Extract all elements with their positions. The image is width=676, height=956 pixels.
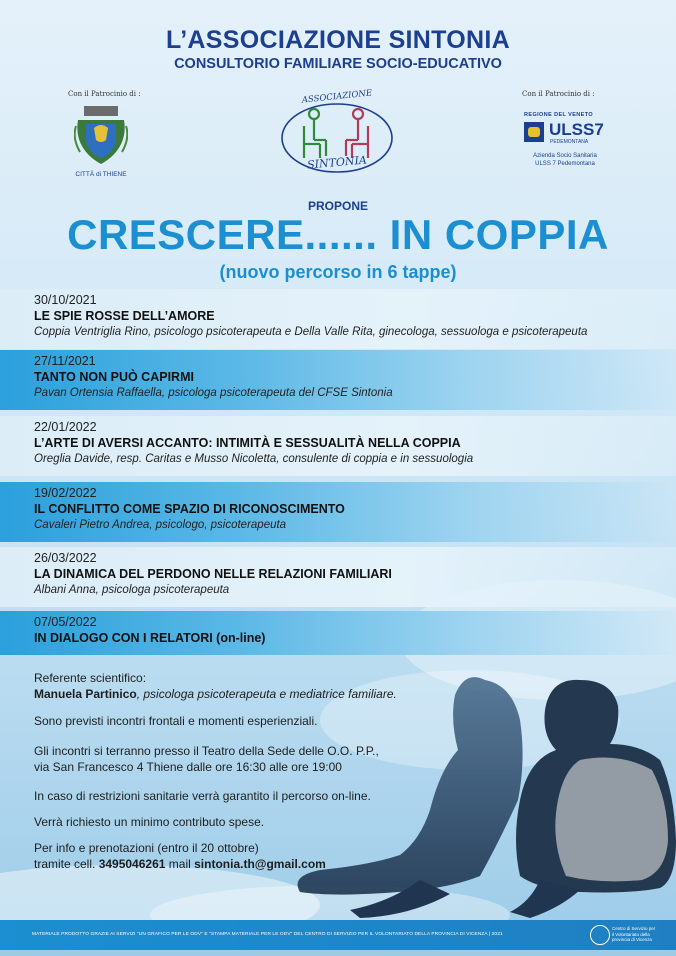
footer-text: MATERIALE PRODOTTO GRAZIE AI SERVIZI "UN GRAFICO PER LE ODV" E "STAMPA MATERIALE PER LE ODV" DEL CENTRO DI SERVIZIO PER IL VOLONTARIATO DELLA PROVINCIA DI VICENZA | 2021 xyxy=(32,932,503,937)
right-patron-name-line1: Azienda Socio Sanitaria xyxy=(533,153,597,159)
left-patron-label: Con il Patrocinio di : xyxy=(68,90,141,98)
event-topic: L’ARTE DI AVERSI ACCANTO: INTIMITÀ E SESSUALITÀ NELLA COPPIA xyxy=(34,436,461,450)
event-speakers: Pavan Ortensia Raffaella, psicologa psicoterapeuta del CFSE Sintonia xyxy=(34,387,393,399)
info-location-line1: Gli incontri si terranno presso il Teatro della Sede delle O.O. P.P., xyxy=(34,744,379,758)
event-subtitle: (nuovo percorso in 6 tappe) xyxy=(219,262,457,282)
event-topic: IL CONFLITTO COME SPAZIO DI RICONOSCIMENTO xyxy=(34,502,345,516)
couple-silhouette-image xyxy=(280,640,676,920)
info-booking-line1: Per info e prenotazioni (entro il 20 ottobre) xyxy=(34,841,259,855)
event-item xyxy=(0,289,676,349)
event-speakers: Albani Anna, psicologa psicoterapeuta xyxy=(34,584,230,596)
logo-bottom-text: SINTONIA xyxy=(306,153,368,172)
event-item xyxy=(0,482,676,542)
info-paragraph-1: Sono previsti incontri frontali e momenti esperienziali. xyxy=(34,714,318,728)
event-item xyxy=(0,547,676,607)
sintonia-logo xyxy=(274,86,400,182)
right-patron-region: REGIONE DEL VENETO xyxy=(524,112,594,118)
right-patron-logo-sub: PEDEMONTANA xyxy=(550,139,589,145)
contact-prefix: tramite cell. xyxy=(34,857,99,871)
contact-email[interactable]: sintonia.th@gmail.com xyxy=(194,857,326,871)
thiene-coat-of-arms-icon xyxy=(74,106,128,168)
event-speakers: Oreglia Davide, resp. Caritas e Musso Nicoletta, consulente di coppia e in sessuologia xyxy=(34,453,474,465)
event-date: 22/01/2022 xyxy=(34,420,97,434)
event-date: 27/11/2021 xyxy=(34,354,96,368)
logo-top-text: ASSOCIAZIONE xyxy=(301,88,373,106)
contact-mail-label: mail xyxy=(165,857,195,871)
referent-line xyxy=(34,687,397,702)
info-contact-line xyxy=(34,857,326,872)
event-date: 30/10/2021 xyxy=(34,293,97,307)
info-location-line2: via San Francesco 4 Thiene dalle ore 16:30 alle ore 19:00 xyxy=(34,760,342,774)
referent-role: , psicologa psicoterapeuta e mediatrice familiare. xyxy=(136,687,397,701)
info-paragraph-4: Verrà richiesto un minimo contributo spese. xyxy=(34,815,265,829)
info-paragraph-3: In caso di restrizioni sanitarie verrà garantito il percorso on-line. xyxy=(34,789,371,803)
footer-bar xyxy=(0,920,676,950)
right-patron-name xyxy=(520,152,610,168)
event-speakers: Cavaleri Pietro Andrea, psicologo, psicoterapeuta xyxy=(34,519,287,531)
event-item xyxy=(0,416,676,476)
csv-logo-icon xyxy=(590,925,610,945)
referent-name: Manuela Partinico xyxy=(34,687,137,701)
referent-label: Referente scientifico: xyxy=(34,671,147,685)
event-item xyxy=(0,350,676,410)
event-topic: LA DINAMICA DEL PERDONO NELLE RELAZIONI FAMILIARI xyxy=(34,567,392,581)
contact-phone[interactable]: 3495046261 xyxy=(98,857,166,871)
right-patron-name-line2: ULSS 7 Pedemontana xyxy=(535,161,595,167)
event-date: 07/05/2022 xyxy=(34,615,97,629)
event-speakers: Coppia Ventriglia Rino, psicologo psicoterapeuta e Della Valle Rita, ginecologa, sessuologa e psicoterapeuta xyxy=(34,326,588,338)
association-subtitle: CONSULTORIO FAMILIARE SOCIO-EDUCATIVO xyxy=(174,56,502,72)
propone-label: PROPONE xyxy=(307,199,368,213)
event-topic: TANTO NON PUÒ CAPIRMI xyxy=(34,370,194,384)
csv-text: Centro di Servizio per il Volontariato della provincia di Vicenza xyxy=(612,926,656,942)
left-patron-name: CITTÀ di THIENE xyxy=(75,171,127,178)
event-date: 26/03/2022 xyxy=(34,551,97,565)
event-topic: LE SPIE ROSSE DELL’AMORE xyxy=(34,309,215,323)
event-title: CRESCERE...... IN COPPIA xyxy=(67,211,609,258)
association-title: L’ASSOCIAZIONE SINTONIA xyxy=(166,26,510,54)
event-topic: IN DIALOGO CON I RELATORI (on-line) xyxy=(34,631,266,645)
event-date: 19/02/2022 xyxy=(34,486,97,500)
veneto-lion-icon xyxy=(524,122,544,142)
right-patron-label: Con il Patrocinio di : xyxy=(522,90,595,98)
right-patron-logo-text: ULSS7 xyxy=(549,120,604,139)
